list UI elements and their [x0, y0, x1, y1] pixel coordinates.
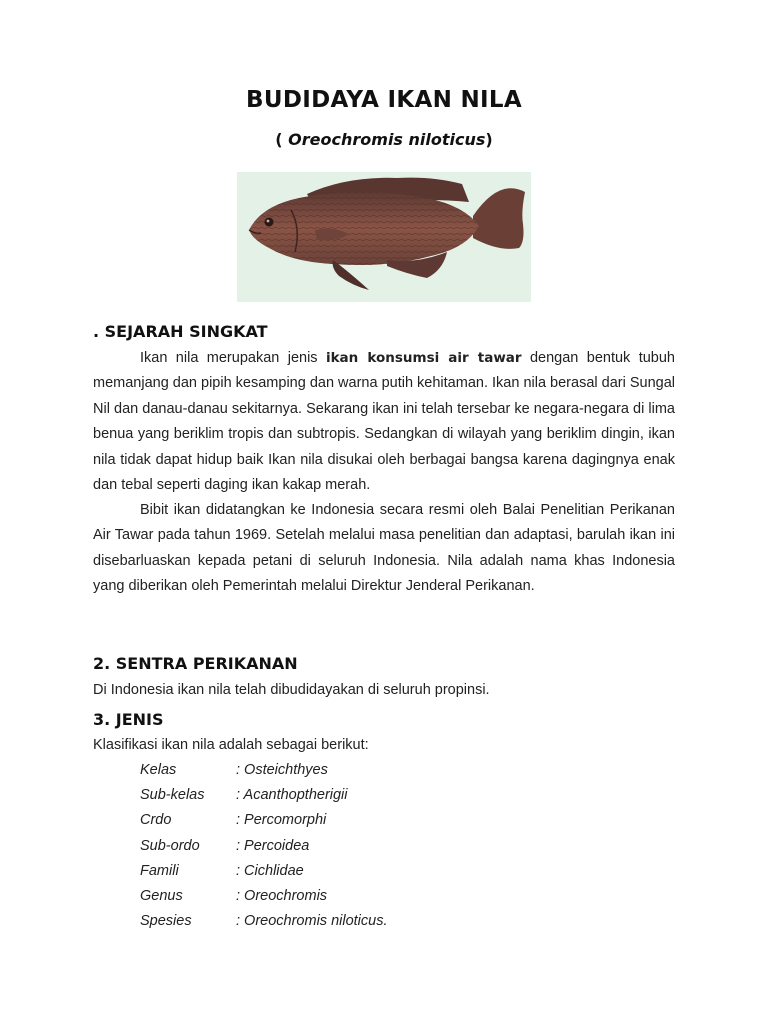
taxonomy-key: Genus [140, 887, 183, 904]
paragraph-sejarah-2 [93, 498, 675, 600]
taxonomy-value: : Cichlidae [236, 862, 304, 879]
paragraph-sejarah-1 [93, 346, 675, 498]
subtitle-close-paren: ) [485, 130, 493, 149]
document-title: BUDIDAYA IKAN NILA [246, 87, 522, 113]
section-heading-jenis: 3. JENIS [93, 710, 164, 729]
taxonomy-value: : Oreochromis [236, 887, 328, 904]
taxonomy-value: : Percoidea [236, 837, 310, 854]
taxonomy-row [140, 783, 388, 808]
taxonomy-key: Sub-kelas [140, 787, 205, 804]
taxonomy-value: : Acanthoptherigii [236, 787, 348, 804]
document-subtitle [0, 130, 768, 149]
taxonomy-value: : Osteichthyes [236, 762, 328, 778]
fish-image [237, 172, 531, 302]
taxonomy-row [140, 909, 388, 934]
paragraph-text: dengan bentuk tubuh memanjang dan pipih kesamping dan warna putih kehitaman. Ikan nila berasal dari Sungal Nil dan danau-danau sekitarnya. Sekarang ikan ini telah tersebar ke negara-negara di lima benua yang beriklim tropis dan subtropis. Sedangkan di wilayah yang beriklim dingin, ikan nila tidak dapat hidup baik Ikan nila disukai oleh berbagai bangsa karena dagingnya enak dan tebal seperti daging ikan kakap merah. [93, 350, 675, 494]
taxonomy-row [140, 834, 388, 859]
bold-phrase: ikan konsumsi air tawar [325, 350, 522, 366]
taxonomy-key: Sub-ordo [140, 837, 200, 854]
taxonomy-key: Crdo [140, 812, 172, 829]
taxonomy-row [140, 758, 388, 783]
taxonomy-row [140, 884, 388, 909]
paragraph-text: Bibit ikan didatangkan ke Indonesia secara resmi oleh Balai Penelitian Perikanan Air Tawar pada tahun 1969. Setelah melalui masa penelitian dan adaptasi, barulah ikan ini disebarluaskan kepada petani di seluruh Indonesia. Nila adalah nama khas Indonesia yang diberikan oleh Pemerintah melalui Direktur Jenderal Perikanan. [93, 502, 675, 595]
taxonomy-row [140, 808, 388, 833]
taxonomy-value: : Oreochromis niloticus. [236, 913, 388, 930]
taxonomy-key: Kelas [140, 762, 177, 778]
section-heading-sentra: 2. SENTRA PERIKANAN [93, 654, 298, 673]
subtitle-open-paren: ( [275, 130, 289, 149]
paragraph-text: Ikan nila merupakan jenis [140, 350, 326, 366]
fish-eye [265, 218, 274, 227]
species-name: Oreochromis niloticus [288, 130, 486, 149]
fish-tail [473, 188, 525, 249]
taxonomy-list [140, 758, 388, 934]
section-heading-sejarah: . SEJARAH SINGKAT [93, 322, 268, 341]
taxonomy-row [140, 859, 388, 884]
taxonomy-value: : Percomorphi [236, 812, 327, 829]
fish-illustration [237, 172, 531, 302]
jenis-intro: Klasifikasi ikan nila adalah sebagai berikut: [93, 737, 369, 753]
taxonomy-key: Spesies [140, 913, 192, 930]
sentra-text: Di Indonesia ikan nila telah dibudidayakan di seluruh propinsi. [93, 682, 490, 698]
taxonomy-key: Famili [140, 862, 179, 879]
